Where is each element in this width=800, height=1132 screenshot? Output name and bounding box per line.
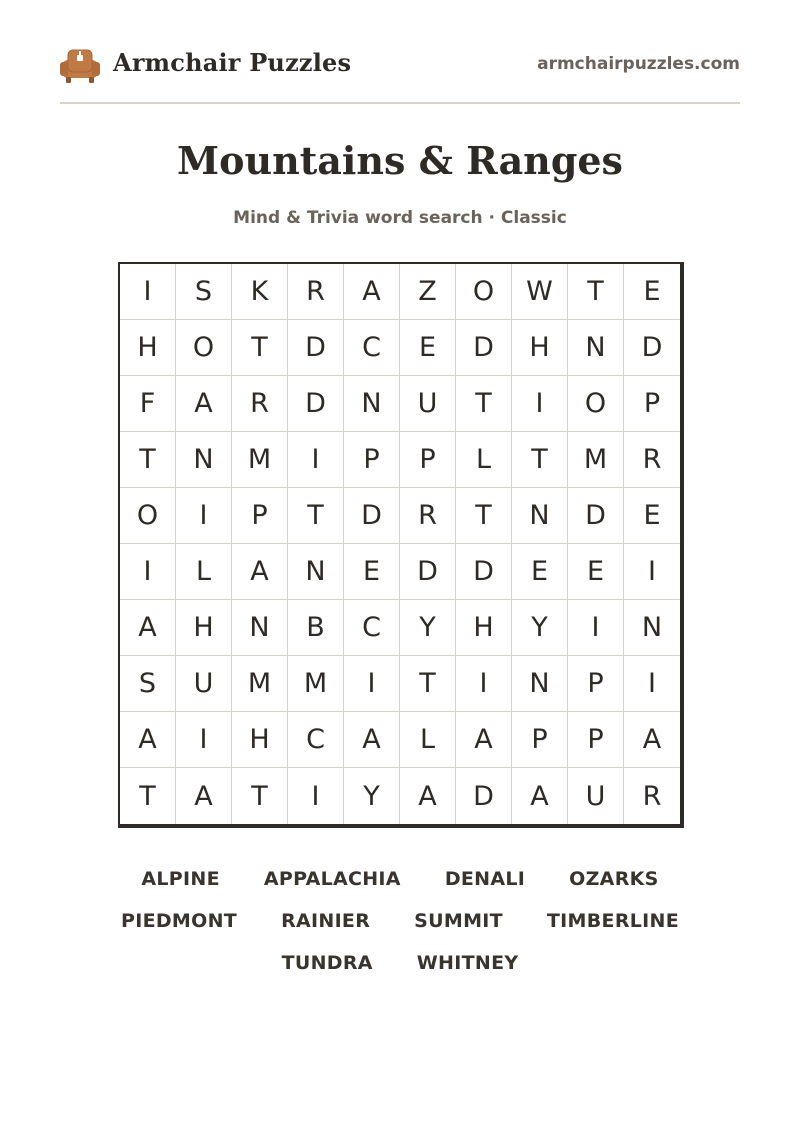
grid-cell[interactable]: H	[176, 600, 232, 656]
grid-cell[interactable]: P	[624, 376, 680, 432]
grid-cell[interactable]: I	[624, 544, 680, 600]
grid-cell[interactable]: T	[232, 768, 288, 824]
grid-cell[interactable]: L	[456, 432, 512, 488]
grid-cell[interactable]: M	[232, 432, 288, 488]
grid-cell[interactable]: L	[400, 712, 456, 768]
grid-cell[interactable]: Y	[512, 600, 568, 656]
grid-cell[interactable]: M	[288, 656, 344, 712]
grid-cell[interactable]: H	[512, 320, 568, 376]
grid-cell[interactable]: C	[344, 600, 400, 656]
grid-cell[interactable]: Y	[344, 768, 400, 824]
grid-cell[interactable]: N	[176, 432, 232, 488]
grid-cell[interactable]: T	[400, 656, 456, 712]
grid-cell[interactable]: T	[568, 264, 624, 320]
grid-cell[interactable]: I	[120, 544, 176, 600]
grid-cell[interactable]: E	[624, 264, 680, 320]
grid-cell[interactable]: I	[568, 600, 624, 656]
puzzle-title: Mountains & Ranges	[177, 138, 623, 183]
grid-cell[interactable]: U	[400, 376, 456, 432]
grid-cell[interactable]: O	[120, 488, 176, 544]
grid-cell[interactable]: P	[568, 712, 624, 768]
grid-cell[interactable]: U	[568, 768, 624, 824]
grid-cell[interactable]: M	[568, 432, 624, 488]
grid-cell[interactable]: A	[624, 712, 680, 768]
site-url[interactable]: armchairpuzzles.com	[537, 54, 740, 74]
grid-cell[interactable]: I	[624, 656, 680, 712]
brand-name: Armchair Puzzles	[113, 48, 352, 77]
page-header	[60, 44, 740, 84]
word-list-row	[0, 942, 800, 984]
grid-cell[interactable]: T	[120, 768, 176, 824]
grid-cell[interactable]: H	[232, 712, 288, 768]
grid-cell[interactable]: D	[568, 488, 624, 544]
word-list-item: OZARKS	[569, 868, 659, 890]
grid-cell[interactable]: T	[232, 320, 288, 376]
word-list-row	[0, 858, 800, 900]
grid-cell[interactable]: I	[344, 656, 400, 712]
grid-cell[interactable]: C	[288, 712, 344, 768]
grid-cell[interactable]: P	[344, 432, 400, 488]
grid-cell[interactable]: Y	[400, 600, 456, 656]
grid-cell[interactable]: T	[288, 488, 344, 544]
word-list	[0, 858, 800, 984]
grid-cell[interactable]: D	[400, 544, 456, 600]
grid-cell[interactable]: O	[176, 320, 232, 376]
grid-cell[interactable]: N	[232, 600, 288, 656]
grid-cell[interactable]: D	[456, 320, 512, 376]
letter-grid	[118, 262, 684, 828]
grid-cell[interactable]: A	[512, 768, 568, 824]
word-list-item: TIMBERLINE	[546, 910, 680, 932]
grid-cell[interactable]: A	[176, 376, 232, 432]
grid-cell[interactable]: A	[232, 544, 288, 600]
grid-cell[interactable]: N	[624, 600, 680, 656]
grid-cell[interactable]: S	[176, 264, 232, 320]
grid-cell[interactable]: N	[568, 320, 624, 376]
header-divider	[60, 102, 740, 104]
grid-cell[interactable]: D	[456, 544, 512, 600]
grid-cell[interactable]: P	[568, 656, 624, 712]
grid-cell[interactable]: S	[120, 656, 176, 712]
grid-cell[interactable]: E	[344, 544, 400, 600]
grid-cell[interactable]: I	[456, 656, 512, 712]
word-list-item: APPALACHIA	[263, 868, 401, 890]
grid-cell[interactable]: I	[288, 432, 344, 488]
word-list-item: PIEDMONT	[120, 910, 238, 932]
grid-cell[interactable]: I	[176, 712, 232, 768]
grid-cell[interactable]: R	[642, 780, 662, 812]
grid-cell[interactable]: I	[120, 264, 176, 320]
puzzle-subtitle: Mind & Trivia word search · Classic	[233, 208, 567, 228]
grid-cell[interactable]: R	[624, 432, 680, 488]
grid-cell[interactable]: U	[176, 656, 232, 712]
grid-cell[interactable]: P	[232, 488, 288, 544]
grid-cell[interactable]: A	[120, 600, 176, 656]
grid-cell[interactable]: D	[344, 488, 400, 544]
grid-cell[interactable]: N	[288, 544, 344, 600]
grid-cell[interactable]: A	[176, 768, 232, 824]
grid-cell[interactable]: D	[624, 320, 680, 376]
grid-cell[interactable]: T	[512, 432, 568, 488]
grid-cell[interactable]: A	[344, 712, 400, 768]
grid-cell[interactable]: H	[120, 320, 176, 376]
grid-cell[interactable]: Z	[400, 264, 456, 320]
grid-cell[interactable]: N	[512, 488, 568, 544]
grid-cell[interactable]: D	[456, 768, 512, 824]
grid-cell[interactable]: E	[568, 544, 624, 600]
word-list-item: SUMMIT	[414, 910, 503, 932]
grid-cell[interactable]: A	[120, 712, 176, 768]
grid-cell[interactable]: B	[288, 600, 344, 656]
grid-cell[interactable]: E	[624, 488, 680, 544]
grid-cell[interactable]: T	[456, 488, 512, 544]
grid-cell[interactable]: M	[232, 656, 288, 712]
grid-cell[interactable]: F	[120, 376, 176, 432]
grid-cell[interactable]: E	[400, 320, 456, 376]
grid-cell[interactable]: A	[456, 712, 512, 768]
grid-cell[interactable]: H	[456, 600, 512, 656]
word-list-item: ALPINE	[141, 868, 220, 890]
grid-cell[interactable]: T	[456, 376, 512, 432]
grid-cell[interactable]: O	[456, 264, 512, 320]
grid-cell[interactable]: P	[512, 712, 568, 768]
grid-cell[interactable]: A	[400, 768, 456, 824]
grid-cell[interactable]: N	[344, 376, 400, 432]
grid-cell[interactable]: D	[288, 376, 344, 432]
grid-cell[interactable]: P	[400, 432, 456, 488]
word-list-item: WHITNEY	[416, 952, 519, 974]
word-list-item: RAINIER	[281, 910, 371, 932]
grid-cell[interactable]: L	[176, 544, 232, 600]
grid-cell[interactable]: C	[344, 320, 400, 376]
grid-cell[interactable]: D	[288, 320, 344, 376]
word-list-item: TUNDRA	[281, 952, 373, 974]
word-list-item: DENALI	[444, 868, 526, 890]
grid-cell[interactable]: K	[232, 264, 288, 320]
armchair-icon	[60, 46, 100, 84]
grid-cell[interactable]: I	[512, 376, 568, 432]
grid-cell[interactable]: T	[120, 432, 176, 488]
grid-cell[interactable]: I	[176, 488, 232, 544]
grid-cell[interactable]: R	[232, 376, 288, 432]
grid-cell[interactable]: A	[344, 264, 400, 320]
grid-cell[interactable]: O	[568, 376, 624, 432]
word-list-row	[0, 900, 800, 942]
grid-cell[interactable]: R	[400, 488, 456, 544]
grid-cell[interactable]: E	[512, 544, 568, 600]
grid-cell[interactable]: R	[288, 264, 344, 320]
grid-cell[interactable]: I	[288, 768, 344, 824]
grid-cell[interactable]: W	[512, 264, 568, 320]
grid-cell[interactable]: N	[512, 656, 568, 712]
